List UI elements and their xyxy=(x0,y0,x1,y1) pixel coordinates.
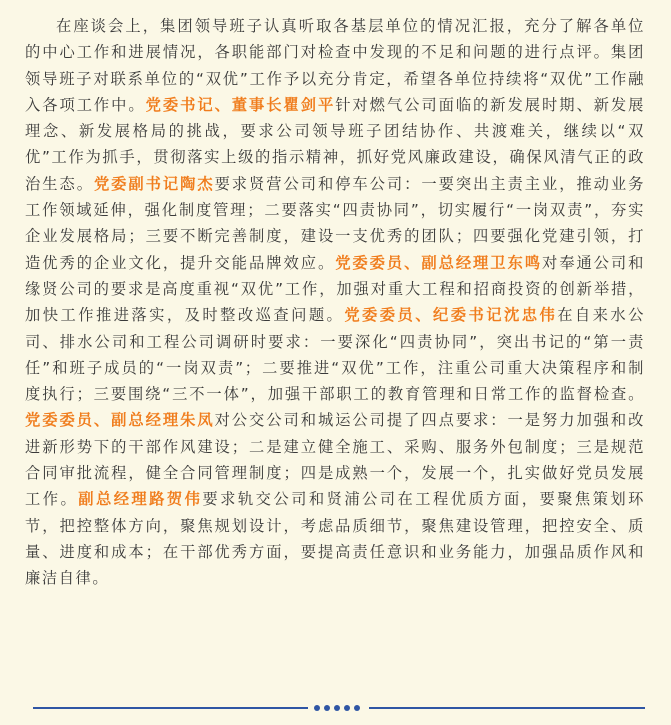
speaker-highlight: 党委书记、董事长瞿剑平 xyxy=(145,95,336,114)
paragraph-text: 要求贤营公司和停车公司：一要突出主责主业，推动业务工作领域延伸，强化制度管理；二要落实“四责协同”，切实履行“一岗双责”，夯实企业发展格局；三要不断完善制度，建设一支优秀的团队；四要强化党建引领，打造优秀的企业文化，提升交能品牌效应。 xyxy=(25,174,645,272)
paragraph-text: 对奉通公司和缘贤公司的要求是高度重视“双优”工作，加强对重大工程和招商投资的创新举措，加快工作推进落实，及时整改巡查问题。 xyxy=(25,253,645,325)
divider-dots xyxy=(314,704,360,712)
paragraph-text: 针对燃气公司面临的新发展时期、新发展理念、新发展格局的挑战，要求公司领导班子团结协作、共渡难关，继续以“双优”工作为抓手，贯彻落实上级的指示精神，抓好党风廉政建设，确保风清气正的政治生态。 xyxy=(25,95,645,193)
article-paragraph xyxy=(25,13,645,592)
divider-line-right xyxy=(369,707,645,709)
divider-dot xyxy=(354,705,360,711)
speaker-highlight: 党委委员、纪委书记沈忠伟 xyxy=(344,306,558,325)
divider-dot xyxy=(324,705,330,711)
paragraph-text: 在座谈会上，集团领导班子认真听取各基层单位的情况汇报，充分了解各单位的中心工作和进展情况，各职能部门对检查中发现的不足和问题的进行点评。集团领导班子对联系单位的“双优”工作予以充分肯定，希望各单位持续将“双优”工作融入各项工作中。 xyxy=(25,17,645,114)
paragraph-text: 要求轨交公司和贤浦公司在工程优质方面，要聚焦策划环节，把控整体方向，聚焦规划设计，考虑品质细节，聚焦建设管理，把控安全、质量、进度和成本；在干部优秀方面，要提高责任意识和业务能力，加强品质作风和廉洁自律。 xyxy=(25,490,645,588)
divider-dot xyxy=(314,705,320,711)
speaker-highlight: 党委委员、副总经理卫东鸣 xyxy=(335,253,542,272)
divider-dot xyxy=(344,705,350,711)
divider-line-left xyxy=(33,707,308,709)
speaker-highlight: 副总经理路贺伟 xyxy=(78,490,203,509)
speaker-highlight: 党委委员、副总经理朱凤 xyxy=(25,411,215,430)
paragraph-text: 对公交公司和城运公司提了四点要求：一是努力加强和改进新形势下的干部作风建设；二是建立健全施工、采购、服务外包制度；三是规范合同审批流程，健全合同管理制度；四是成熟一个，发展一个，扎实做好党员发展工作。 xyxy=(25,411,645,509)
speaker-highlight: 党委副书记陶杰 xyxy=(93,174,215,193)
section-divider xyxy=(33,702,645,714)
divider-dot xyxy=(334,705,340,711)
paragraph-text: 在自来水公司、排水公司和工程公司调研时要求：一要深化“四责协同”，突出书记的“第一责任”和班子成员的“一岗双责”；二要推进“双优”工作，注重公司重大决策程序和制度执行；三要围绕“三不一体”，加强干部职工的教育管理和日常工作的监督检查。 xyxy=(25,306,645,404)
